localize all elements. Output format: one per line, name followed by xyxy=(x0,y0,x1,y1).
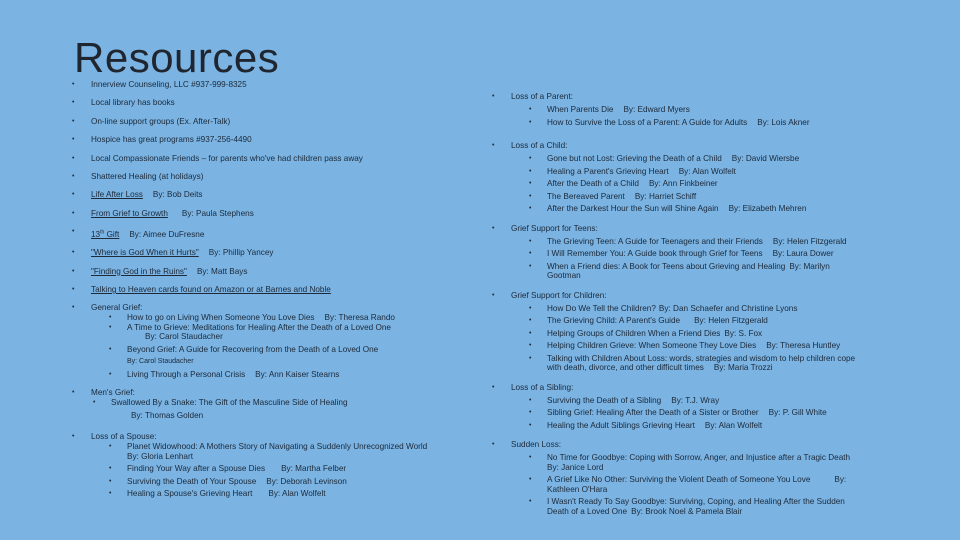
list-item: • Helping Children Grieve: When Someone They Love Dies By: Theresa Huntley xyxy=(529,341,912,351)
book-title: From Grief to Growth xyxy=(91,208,168,218)
section-label: Loss of a Sibling: xyxy=(511,382,574,392)
book-title: "Finding God in the Ruins" xyxy=(91,266,187,276)
list-item: • How to go on Living When Someone You Love Dies By: Theresa Rando xyxy=(109,313,482,323)
sub-list xyxy=(511,237,912,281)
list-item: • After the Death of a Child By: Ann Finkbeiner xyxy=(529,179,912,189)
list-item: • Shattered Healing (at holidays) xyxy=(72,172,482,182)
list-item xyxy=(72,190,482,200)
section-label: Grief Support for Children: xyxy=(511,290,607,300)
sub-list xyxy=(511,396,912,431)
left-resource-list xyxy=(72,80,482,499)
list-item: • When Parents Die By: Edward Myers xyxy=(529,105,912,115)
section-loss-of-parent xyxy=(492,92,912,127)
sub-list xyxy=(511,154,912,214)
resource-title: Talking to Heaven cards found on Amazon or at Barnes and Noble xyxy=(91,285,331,295)
list-item: • The Bereaved Parent By: Harriet Schiff xyxy=(529,192,912,202)
sub-list xyxy=(91,398,482,424)
list-item: • Swallowed By a Snake: The Gift of the Masculine Side of Healing By: Thomas Golden xyxy=(93,398,482,424)
list-item: • I Wasn't Ready To Say Goodbye: Surviving, Coping, and Healing After the Sudden Death of a Loved One By: Brook Noel & Pamela Blair xyxy=(529,497,912,516)
list-item xyxy=(72,267,482,277)
list-item: • On-line support groups (Ex. After-Talk) xyxy=(72,117,482,127)
section-sibling xyxy=(492,383,912,431)
list-item: • I Will Remember You: A Guide book through Grief for Teens By: Laura Dower xyxy=(529,249,912,259)
book-title: Life After Loss xyxy=(91,190,143,200)
list-item: • Beyond Grief: A Guide for Recovering from the Death of a Loved One By: Carol Staudacher xyxy=(109,345,482,371)
section-sudden-loss xyxy=(492,440,912,516)
section-mens-grief xyxy=(72,388,482,424)
list-item: • Living Through a Personal Crisis By: Ann Kaiser Stearns xyxy=(109,370,482,380)
section-label: Men's Grief: xyxy=(91,388,135,398)
list-item: • Healing a Parent's Grieving Heart By: Alan Wolfelt xyxy=(529,167,912,177)
list-item: • How Do We Tell the Children? By: Dan Schaefer and Christine Lyons xyxy=(529,304,912,314)
sub-list xyxy=(91,442,482,499)
list-item: • When a Friend dies: A Book for Teens about Grieving and Healing By: Marilyn Gootman xyxy=(529,262,912,281)
right-resource-list xyxy=(492,92,912,516)
section-children xyxy=(492,291,912,373)
list-item: • The Grieving Teen: A Guide for Teenagers and their Friends By: Helen Fitzgerald xyxy=(529,237,912,247)
list-item: • Finding Your Way after a Spouse Dies By: Martha Felber xyxy=(109,464,482,474)
section-label: General Grief: xyxy=(91,303,143,313)
list-item: • Healing a Spouse's Grieving Heart By: Alan Wolfelt xyxy=(109,489,482,499)
list-item xyxy=(72,227,482,240)
book-title: 13th Gift xyxy=(91,229,120,239)
list-item: • Gone but not Lost: Grieving the Death of a Child By: David Wiersbe xyxy=(529,154,912,164)
list-item: • No Time for Goodbye: Coping with Sorrow, Anger, and Injustice after a Tragic Death By: Janice Lord xyxy=(529,453,912,472)
list-item: • Local library has books xyxy=(72,98,482,108)
book-title: "Where is God When it Hurts" xyxy=(91,248,199,258)
list-item xyxy=(72,209,482,219)
list-item: • After the Darkest Hour the Sun will Shine Again By: Elizabeth Mehren xyxy=(529,204,912,214)
list-item: • Hospice has great programs #937-256-4490 xyxy=(72,135,482,145)
list-item: • Helping Groups of Children When a Friend Dies By: S. Fox xyxy=(529,329,912,339)
list-item: • Planet Widowhood: A Mothers Story of Navigating a Suddenly Unrecognized World By: Gloria Lenhart xyxy=(109,442,482,461)
section-teens xyxy=(492,224,912,281)
list-item: • Surviving the Death of a Sibling By: T.J. Wray xyxy=(529,396,912,406)
list-item: • Healing the Adult Siblings Grieving Heart By: Alan Wolfelt xyxy=(529,421,912,431)
list-item: • Innerview Counseling, LLC #937-999-8325 xyxy=(72,80,482,90)
sub-list xyxy=(511,105,912,127)
author: By: Matt Bays xyxy=(196,266,248,276)
section-general-grief xyxy=(72,303,482,380)
section-label: Loss of a Parent: xyxy=(511,92,573,101)
list-item: • Surviving the Death of Your Spouse By: Deborah Levinson xyxy=(109,477,482,487)
section-label: Loss of a Spouse: xyxy=(91,432,157,442)
section-label: Sudden Loss: xyxy=(511,440,562,449)
list-item: • A Time to Grieve: Meditations for Healing After the Death of a Loved One By: Carol Staudacher xyxy=(109,323,482,342)
sub-list xyxy=(511,304,912,373)
list-item: • Sibling Grief: Healing After the Death of a Sister or Brother By: P. Gill White xyxy=(529,408,912,418)
author: By: Aimee DuFresne xyxy=(129,229,205,239)
section-label: Loss of a Child: xyxy=(511,141,568,150)
list-item xyxy=(72,248,482,258)
list-item: • Talking with Children About Loss: words, strategies and wisdom to help children cope with death, divorce, and other difficult times By: Maria Trozzi xyxy=(529,354,912,373)
page-title: Resources xyxy=(74,34,280,81)
sub-list xyxy=(511,453,912,516)
author: By: Paula Stephens xyxy=(181,208,254,218)
list-item: • Local Compassionate Friends – for parents who've had children pass away xyxy=(72,154,482,164)
author: By: Bob Deits xyxy=(152,190,203,200)
section-label: Grief Support for Teens: xyxy=(511,223,598,233)
section-loss-of-spouse xyxy=(72,432,482,499)
list-item: • How to Survive the Loss of a Parent: A Guide for Adults By: Lois Akner xyxy=(529,118,912,128)
list-item: • A Grief Like No Other: Surviving the Violent Death of Someone You Love By: Kathleen O'Hara xyxy=(529,475,912,494)
list-item xyxy=(72,285,482,295)
section-loss-of-child xyxy=(492,141,912,214)
author: By: Phillip Yancey xyxy=(208,248,274,258)
sub-list xyxy=(91,313,482,380)
list-item: • The Grieving Child: A Parent's Guide By: Helen Fitzgerald xyxy=(529,316,912,326)
